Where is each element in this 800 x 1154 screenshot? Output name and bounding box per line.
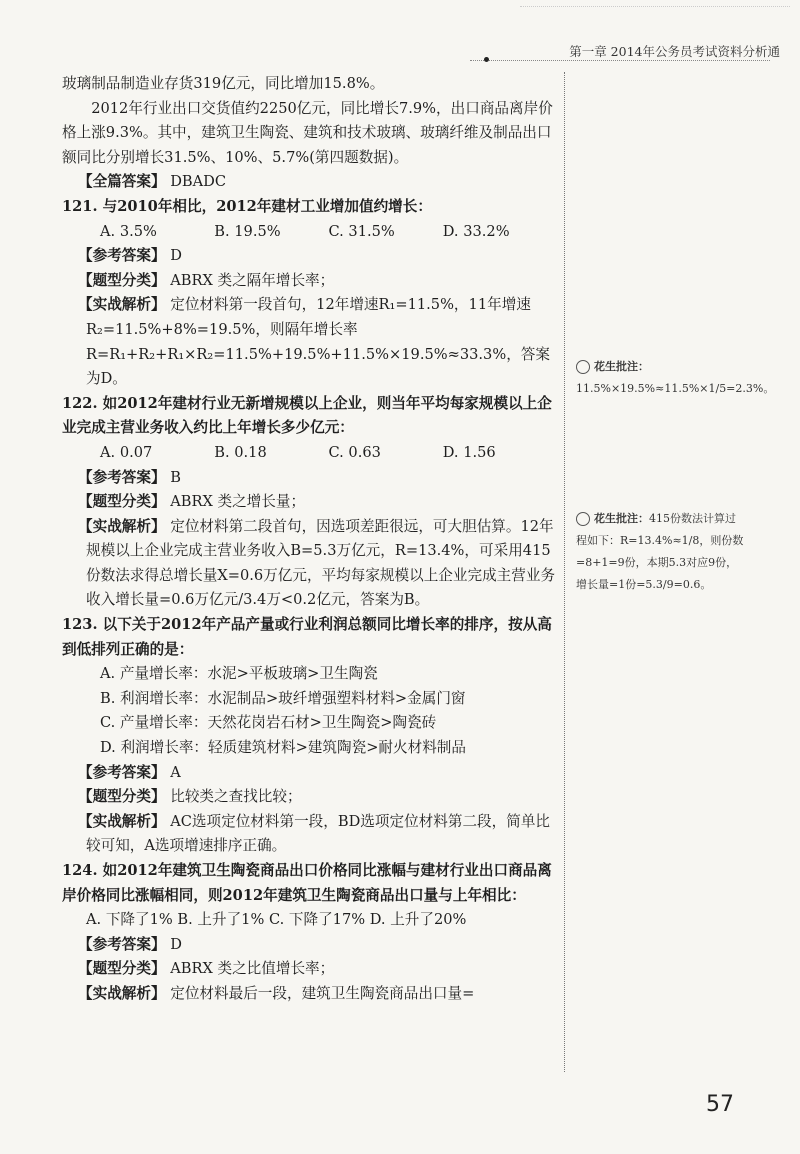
option: C. 产量增长率：天然花岗岩石材>卫生陶瓷>陶瓷砖 [100, 714, 437, 732]
option: D. 利润增长率：轻质建筑材料>建筑陶瓷>耐火材料制品 [100, 739, 466, 757]
analysis-label: 【实战解析】 [78, 296, 166, 314]
question-123: 123. 以下关于2012年产品产量或行业利润总额同比增长率的排序，按从高到低排列正确的是： [62, 616, 552, 658]
answer-label: 【参考答案】 [78, 935, 166, 953]
main-column [62, 72, 557, 1007]
option: C. 0.63 [328, 443, 381, 461]
side-note-text: 11.5%×19.5%≈11.5%×1/5=2.3%。 [576, 382, 775, 395]
option: B. 利润增长率：水泥制品>玻纤增强塑料材料>金属门窗 [100, 689, 466, 707]
type-label: 【题型分类】 [78, 271, 166, 289]
type-line [62, 785, 557, 810]
analysis-line [62, 293, 557, 391]
analysis-text: AC选项定位材料第一段，BD选项定位材料第二段，简单比较可知，A选项增速排序正确。 [86, 812, 551, 855]
analysis-line [62, 515, 557, 613]
type-value: ABRX 类之增长量； [170, 493, 306, 511]
page-number: 57 [706, 1092, 734, 1117]
analysis-text: 定位材料第一段首句，12年增速R₁=11.5%，11年增速R₂=11.5%+8%=19.5%，则隔年增长率R=R₁+R₂+R₁×R₂=11.5%+19.5%+11.5%×19.5%≈33.3%，答案为D。 [86, 296, 550, 388]
option: B. 19.5% [214, 222, 281, 240]
answer-value: D [170, 935, 182, 953]
analysis-line [62, 982, 557, 1007]
answer-label: 【参考答案】 [78, 247, 166, 265]
question-124-options: A. 下降了1% B. 上升了1% C. 下降了17% D. 上升了20% [86, 911, 467, 929]
type-label: 【题型分类】 [78, 788, 166, 806]
answer-value: B [170, 468, 181, 486]
analysis-label: 【实战解析】 [78, 812, 166, 830]
header-dot [484, 57, 489, 62]
paragraph-inventory: 玻璃制品制造业存货319亿元，同比增加15.8%。 [62, 75, 385, 92]
question-121-options [62, 220, 557, 245]
scan-top-band [520, 6, 790, 13]
option: A. 3.5% [100, 222, 157, 240]
type-value: 比较类之查找比较； [170, 788, 302, 806]
type-line [62, 269, 557, 294]
option: B. 0.18 [214, 443, 267, 461]
type-value: ABRX 类之比值增长率； [170, 960, 335, 978]
full-answer-value: DBADC [170, 173, 227, 191]
type-value: ABRX 类之隔年增长率； [170, 271, 335, 289]
option: C. 31.5% [328, 222, 395, 240]
answer-line [62, 466, 557, 491]
note-bullet-icon [576, 360, 590, 374]
question-121: 121. 与2010年相比，2012年建材工业增加值约增长： [62, 197, 432, 215]
answer-value: D [170, 247, 182, 265]
margin-divider [564, 72, 565, 1072]
type-label: 【题型分类】 [78, 493, 166, 511]
full-answer-line [62, 170, 557, 195]
answer-label: 【参考答案】 [78, 468, 166, 486]
answer-value: A [170, 763, 181, 781]
option: A. 产量增长率：水泥>平板玻璃>卫生陶瓷 [100, 665, 378, 683]
side-note-label: 花生批注： [594, 360, 649, 373]
question-122-options [62, 441, 557, 466]
side-note-text: 415份数法计算过程如下：R=13.4%≈1/8，则份数=8+1=9份，本期5.3对应9份，增长量=1份=5.3/9=0.6。 [576, 512, 744, 591]
answer-line [62, 761, 557, 786]
analysis-label: 【实战解析】 [78, 984, 166, 1002]
type-line [62, 957, 557, 982]
analysis-text: 定位材料最后一段，建筑卫生陶瓷商品出口量= [170, 984, 475, 1002]
answer-line [62, 933, 557, 958]
analysis-label: 【实战解析】 [78, 517, 166, 535]
running-header: 第一章 2014年公务员考试资料分析通 [569, 44, 780, 59]
answer-label: 【参考答案】 [78, 763, 166, 781]
paragraph-export: 2012年行业出口交货值约2250亿元，同比增长7.9%，出口商品离岸价格上涨9.3%。其中，建筑卫生陶瓷、建筑和技术玻璃、玻璃纤维及制品出口额同比分别增长31.5%、10%、5.7%(第四题数据)。 [62, 99, 553, 166]
option: D. 1.56 [442, 443, 496, 461]
question-124: 124. 如2012年建筑卫生陶瓷商品出口价格同比涨幅与建材行业出口商品离岸价格同比涨幅相同，则2012年建筑卫生陶瓷商品出口量与上年相比： [62, 862, 552, 904]
answer-line [62, 244, 557, 269]
option: A. 0.07 [100, 443, 153, 461]
header-rule [470, 60, 770, 61]
option: D. 33.2% [442, 222, 510, 240]
analysis-line [62, 810, 557, 859]
type-label: 【题型分类】 [78, 960, 166, 978]
question-122: 122. 如2012年建材行业无新增规模以上企业，则当年平均每家规模以上企业完成主营业务收入约比上年增长多少亿元： [62, 394, 552, 437]
side-note-2 [576, 508, 746, 596]
side-note-1 [576, 356, 775, 400]
side-note-label: 花生批注： [594, 512, 649, 525]
analysis-text: 定位材料第二段首句，因选项差距很远，可大胆估算。12年规模以上企业完成主营业务收入B=5.3万亿元，R=13.4%，可采用415份数法求得总增长量X=0.6万亿元，平均每家规模以上企业完成主营业务收入增长量=0.6万亿元/3.4万<0.2亿元，答案为B。 [86, 517, 556, 609]
type-line [62, 490, 557, 515]
note-bullet-icon [576, 512, 590, 526]
full-answer-label: 【全篇答案】 [78, 173, 166, 191]
